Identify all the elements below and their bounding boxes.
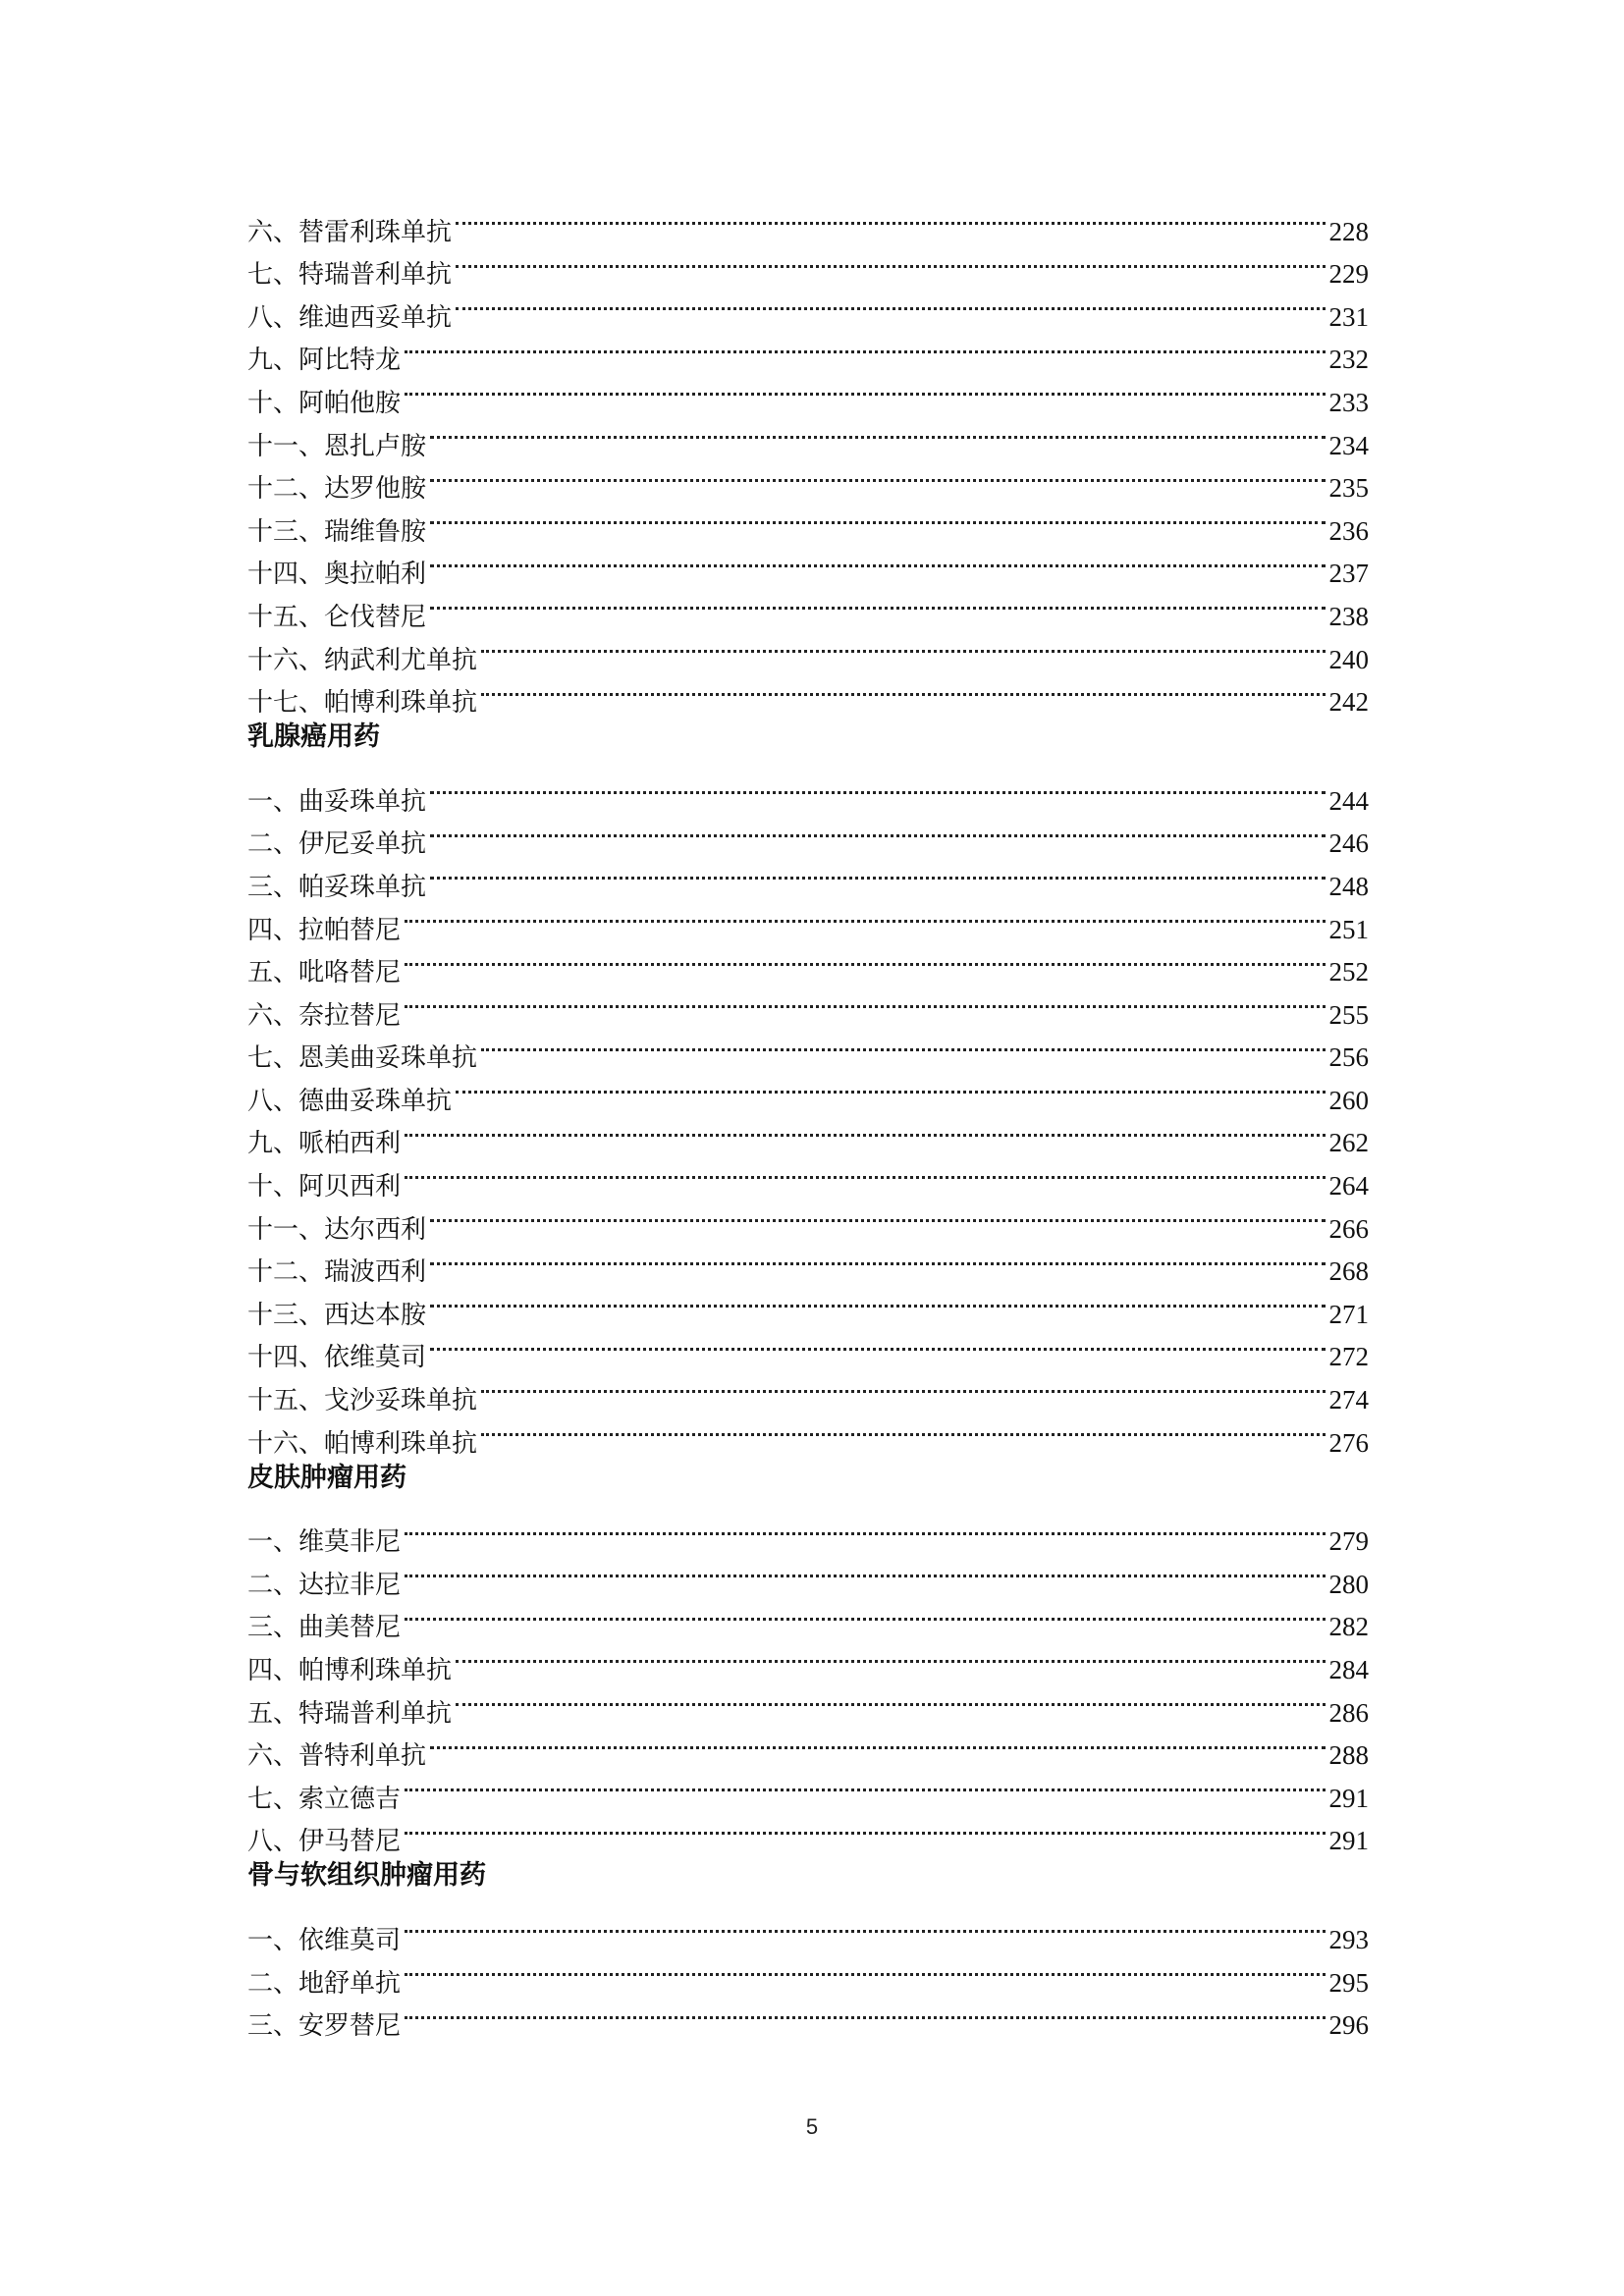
dot-leader: [481, 668, 1325, 712]
toc-entry-page: 251: [1328, 914, 1369, 944]
toc-entry-page: 246: [1328, 828, 1369, 859]
dot-leader: [405, 895, 1325, 938]
toc-entry-title: 六、普特利单抗: [247, 1741, 427, 1772]
toc-entry: [247, 1992, 1369, 2042]
toc-entry-page: 282: [1328, 1612, 1369, 1642]
toc-entry-page: 268: [1328, 1256, 1369, 1287]
toc-entry-title: 七、特瑞普利单抗: [247, 260, 453, 291]
toc-entry-title: 二、地舒单抗: [247, 1968, 402, 1999]
dot-leader: [481, 1409, 1325, 1452]
toc-entry-page: 280: [1328, 1569, 1369, 1599]
toc-entry: [247, 1949, 1369, 1999]
dot-leader: [405, 1905, 1325, 1949]
dot-leader: [405, 326, 1325, 369]
dot-leader: [430, 1280, 1325, 1323]
toc-entry-title: 十三、西达本胺: [247, 1300, 427, 1330]
toc-entry: [247, 1195, 1369, 1245]
dot-leader: [430, 1323, 1325, 1366]
toc-entry-page: 293: [1328, 1924, 1369, 1954]
dot-leader: [430, 810, 1325, 853]
toc-entry: [247, 1109, 1369, 1159]
toc-entry-title: 十五、仑伐替尼: [247, 602, 427, 632]
dot-leader: [405, 368, 1325, 411]
dot-leader: [430, 767, 1325, 810]
toc-entry-title: 十五、戈沙妥珠单抗: [247, 1386, 478, 1416]
dot-leader: [405, 1151, 1325, 1195]
toc-entry-title: 三、帕妥珠单抗: [247, 872, 427, 902]
dot-leader: [456, 1066, 1325, 1109]
toc-entry-title: 十二、达罗他胺: [247, 474, 427, 505]
toc-entry-title: 五、特瑞普利单抗: [247, 1698, 453, 1729]
toc-entry-page: 296: [1328, 2010, 1369, 2041]
toc-entry-title: 六、奈拉替尼: [247, 1000, 402, 1031]
dot-leader: [405, 981, 1325, 1024]
dot-leader: [405, 1550, 1325, 1593]
toc-entry: [247, 895, 1369, 945]
toc-entry: [247, 1508, 1369, 1558]
dot-leader: [405, 1109, 1325, 1152]
dot-leader: [405, 938, 1325, 982]
toc-entry-page: 234: [1328, 430, 1369, 460]
page-number: 5: [805, 2114, 819, 2139]
toc-entry: [247, 326, 1369, 376]
toc-entry: [247, 1807, 1369, 1857]
toc-entry: [247, 197, 1369, 247]
toc-entry: [247, 1905, 1369, 1955]
section-heading: 骨与软组织肿瘤用药: [247, 1860, 486, 1892]
toc-entry-title: 十二、瑞波西利: [247, 1257, 427, 1288]
dot-leader: [405, 1593, 1325, 1636]
toc-entry-page: 229: [1328, 259, 1369, 290]
toc-entry-page: 238: [1328, 601, 1369, 631]
toc-entry-title: 二、伊尼妥单抗: [247, 829, 427, 860]
toc-entry-page: 240: [1328, 644, 1369, 674]
toc-entry: [247, 767, 1369, 817]
toc-entry: [247, 1764, 1369, 1814]
toc-entry-page: 255: [1328, 999, 1369, 1030]
table-of-contents: [247, 197, 1369, 2042]
toc-entry-page: 237: [1328, 559, 1369, 589]
dot-leader: [405, 1508, 1325, 1551]
toc-entry-page: 252: [1328, 957, 1369, 988]
section-heading: 乳腺癌用药: [247, 721, 380, 753]
dot-leader: [430, 411, 1325, 454]
toc-entry-title: 十四、依维莫司: [247, 1343, 427, 1373]
toc-entry-page: 288: [1328, 1740, 1369, 1771]
toc-entry-title: 九、哌柏西利: [247, 1129, 402, 1159]
toc-entry-page: 291: [1328, 1783, 1369, 1813]
toc-entry-title: 七、索立德吉: [247, 1784, 402, 1814]
toc-entry-title: 一、曲妥珠单抗: [247, 786, 427, 817]
toc-entry-title: 五、吡咯替尼: [247, 958, 402, 988]
dot-leader: [481, 1024, 1325, 1067]
toc-entry: [247, 981, 1369, 1031]
toc-entry-title: 十六、帕博利珠单抗: [247, 1428, 478, 1459]
toc-entry-page: 262: [1328, 1128, 1369, 1158]
dot-leader: [405, 1764, 1325, 1807]
dot-leader: [430, 540, 1325, 583]
toc-entry-page: 228: [1328, 216, 1369, 246]
dot-leader: [456, 1679, 1325, 1722]
dot-leader: [430, 1238, 1325, 1281]
toc-entry-title: 十七、帕博利珠单抗: [247, 688, 478, 719]
dot-leader: [456, 197, 1325, 240]
toc-entry: [247, 1550, 1369, 1600]
dot-leader: [456, 1635, 1325, 1679]
toc-entry-title: 八、维迪西妥单抗: [247, 302, 453, 333]
toc-entry: [247, 1635, 1369, 1685]
toc-entry-title: 二、达拉非尼: [247, 1570, 402, 1600]
toc-entry-page: 248: [1328, 871, 1369, 901]
toc-entry-page: 260: [1328, 1085, 1369, 1115]
toc-entry-page: 279: [1328, 1526, 1369, 1557]
toc-entry-page: 276: [1328, 1427, 1369, 1458]
toc-entry: [247, 1024, 1369, 1074]
toc-entry-title: 一、维莫非尼: [247, 1527, 402, 1558]
toc-entry-title: 七、恩美曲妥珠单抗: [247, 1043, 478, 1074]
dot-leader: [430, 1195, 1325, 1238]
toc-entry-page: 291: [1328, 1826, 1369, 1856]
toc-entry-page: 242: [1328, 687, 1369, 718]
toc-entry-title: 三、曲美替尼: [247, 1613, 402, 1643]
toc-entry-title: 十六、纳武利尤单抗: [247, 645, 478, 675]
toc-entry-title: 四、帕博利珠单抗: [247, 1656, 453, 1685]
toc-entry-page: 284: [1328, 1655, 1369, 1684]
toc-entry-title: 十一、恩扎卢胺: [247, 431, 427, 461]
toc-entry-page: 274: [1328, 1385, 1369, 1415]
toc-entry-title: 十、阿贝西利: [247, 1172, 402, 1202]
toc-entry-title: 八、伊马替尼: [247, 1827, 402, 1857]
toc-entry-title: 十四、奥拉帕利: [247, 560, 427, 590]
dot-leader: [481, 625, 1325, 668]
toc-entry-page: 286: [1328, 1697, 1369, 1728]
toc-entry-title: 六、替雷利珠单抗: [247, 217, 453, 247]
toc-entry: [247, 1151, 1369, 1202]
toc-entry-title: 八、德曲妥珠单抗: [247, 1086, 453, 1116]
toc-entry: [247, 411, 1369, 461]
toc-entry-page: 271: [1328, 1299, 1369, 1329]
toc-entry-page: 232: [1328, 345, 1369, 375]
toc-entry: [247, 368, 1369, 418]
dot-leader: [456, 240, 1325, 284]
dot-leader: [430, 1722, 1325, 1765]
dot-leader: [481, 1365, 1325, 1409]
dot-leader: [430, 454, 1325, 498]
toc-entry: [247, 1593, 1369, 1643]
dot-leader: [430, 497, 1325, 540]
toc-entry-page: 231: [1328, 301, 1369, 332]
toc-entry-title: 十一、达尔西利: [247, 1214, 427, 1245]
toc-entry-title: 一、依维莫司: [247, 1925, 402, 1955]
dot-leader: [430, 582, 1325, 625]
toc-entry-title: 三、安罗替尼: [247, 2011, 402, 2042]
toc-entry-title: 十三、瑞维鲁胺: [247, 516, 427, 547]
toc-entry-title: 九、阿比特龙: [247, 346, 402, 376]
toc-entry-page: 236: [1328, 515, 1369, 546]
dot-leader: [456, 283, 1325, 326]
section-heading: 皮肤肿瘤用药: [247, 1462, 406, 1493]
dot-leader: [405, 1949, 1325, 1992]
dot-leader: [405, 1807, 1325, 1850]
toc-entry-page: 295: [1328, 1967, 1369, 1998]
dot-leader: [405, 1992, 1325, 2035]
toc-entry-title: 四、拉帕替尼: [247, 915, 402, 945]
toc-entry-page: 233: [1328, 387, 1369, 417]
toc-entry-page: 272: [1328, 1342, 1369, 1372]
toc-entry-title: 十、阿帕他胺: [247, 388, 402, 418]
toc-entry: [247, 938, 1369, 988]
toc-entry-page: 266: [1328, 1213, 1369, 1244]
dot-leader: [430, 852, 1325, 895]
toc-entry-page: 235: [1328, 473, 1369, 504]
toc-entry-page: 256: [1328, 1042, 1369, 1073]
toc-entry-page: 264: [1328, 1171, 1369, 1201]
toc-entry-page: 244: [1328, 785, 1369, 816]
